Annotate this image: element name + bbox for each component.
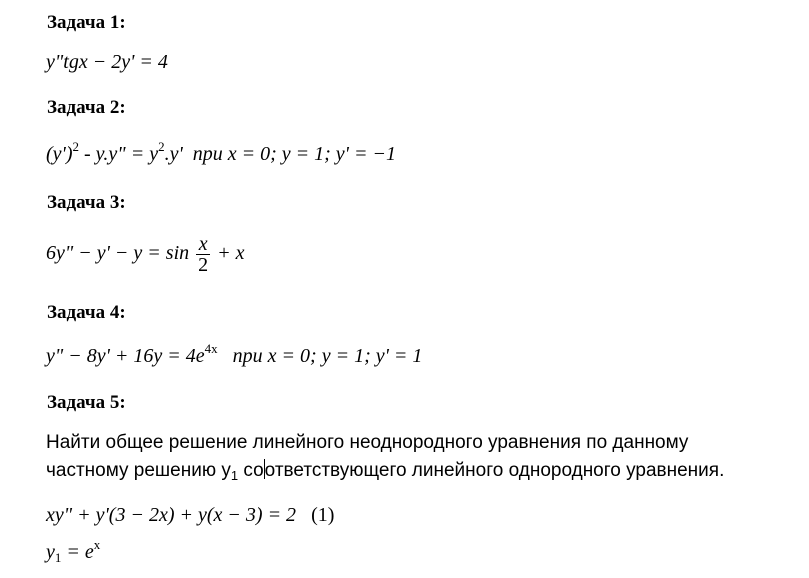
task-1-equation: y"tgx − 2y' = 4	[46, 51, 168, 73]
task-2-condition: при x = 0; y = 1; y' = −1	[192, 143, 396, 165]
task-4-condition: при x = 0; y = 1; y' = 1	[232, 345, 423, 367]
task-5-text-subscript: 1	[230, 468, 239, 483]
task-5-text-line-2	[46, 459, 724, 483]
task-5-solution-subscript: 1	[54, 550, 62, 565]
task-5-formula	[46, 503, 334, 527]
task-5-equation-label: (1)	[311, 504, 335, 526]
task-4-lhs: y" − 8y' + 16y = 4e	[46, 345, 205, 367]
task-2-lhs-a: (y')	[46, 143, 73, 165]
task-4-formula	[46, 341, 423, 368]
task-2-rhs-tail: .y'	[164, 143, 183, 165]
task-5-heading: Задача 5:	[47, 392, 126, 413]
task-3-tail: + x	[217, 242, 245, 265]
task-5-text-after-cursor: ответствующего линейного однородного уравнения.	[264, 460, 725, 481]
task-2-heading: Задача 2:	[47, 97, 126, 118]
task-1-formula	[46, 50, 168, 74]
task-5-equation: xy" + y'(3 − 2x) + y(x − 3) = 2	[46, 504, 297, 526]
task-3-fraction-numerator: x	[196, 234, 210, 255]
task-3-heading: Задача 3:	[47, 192, 126, 213]
task-5-solution-eq: = e	[61, 541, 94, 563]
task-2-lhs-b: - y.y" = y	[78, 143, 159, 165]
task-4-heading: Задача 4:	[47, 302, 126, 323]
task-2-formula	[46, 139, 396, 166]
task-5-text-before-cursor: со	[238, 460, 264, 481]
task-5-solution-var: y	[46, 541, 55, 563]
task-2-rhs-exponent: 2	[158, 139, 165, 154]
task-5-solution-exponent: x	[93, 537, 101, 552]
task-5-text-line-1: Найти общее решение линейного неоднородного уравнения по данному	[46, 432, 689, 453]
task-3-fraction-denominator: 2	[198, 254, 209, 276]
task-1-heading: Задача 1:	[47, 12, 126, 33]
task-5-solution	[46, 537, 101, 565]
task-4-exponent: 4x	[204, 341, 218, 356]
task-3-formula	[46, 234, 245, 275]
task-3-lhs: 6y" − y' − y = sin	[46, 242, 190, 265]
task-5-text-before-sub: частному решению y	[46, 460, 231, 481]
task-2-lhs-a-exponent: 2	[72, 139, 79, 154]
task-3-fraction	[196, 234, 210, 275]
